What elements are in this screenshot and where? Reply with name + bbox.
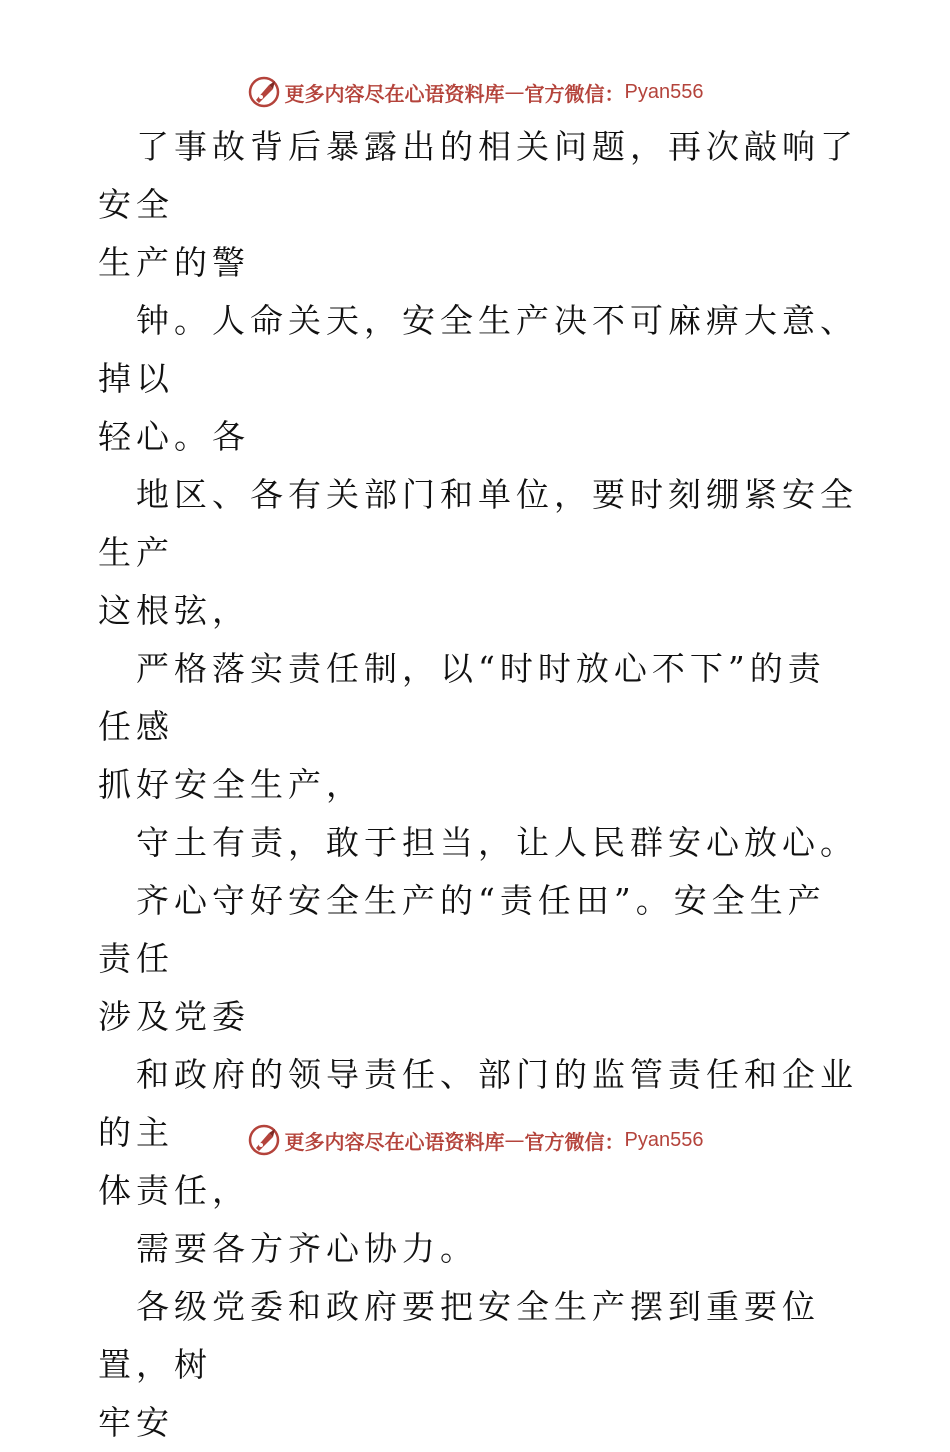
paragraph-line: 齐心守好安全生产的“责任田”。安全生产责任 [98, 881, 826, 978]
paragraph-line: 需要各方齐心协力。 [136, 1229, 478, 1268]
paragraph [98, 466, 858, 640]
watermark-text: 更多内容尽在心语资料库 [284, 1129, 505, 1154]
header-watermark [0, 72, 950, 112]
paragraph [98, 640, 858, 814]
watermark-handle: Pyan556 [624, 80, 704, 103]
watermark-separator: — [504, 1128, 525, 1152]
watermark-separator: — [504, 80, 525, 104]
paragraph [98, 292, 858, 466]
paragraph-continuation: 这根弦， [98, 591, 250, 630]
watermark-label: 官方微信： [524, 1129, 625, 1154]
paragraph-line: 守土有责，敢于担当，让人民群安心放心。 [136, 823, 858, 862]
paragraph [98, 814, 858, 872]
paragraph-line: 严格落实责任制，以“时时放心不下”的责任感 [98, 649, 826, 746]
paragraph-continuation: 体责任， [98, 1171, 250, 1210]
paragraph-line: 钟。人命关天，安全生产决不可麻痹大意、掉以 [98, 301, 858, 398]
paragraph-continuation: 轻心。各 [98, 417, 250, 456]
pen-nib-logo-icon [247, 75, 281, 109]
paragraph-continuation: 涉及党委 [98, 997, 250, 1036]
watermark-handle: Pyan556 [624, 1128, 704, 1151]
paragraph-continuation: 生产的警 [98, 243, 250, 282]
watermark-label: 官方微信： [524, 81, 625, 106]
footer-watermark [0, 1120, 950, 1160]
paragraph [98, 118, 858, 292]
paragraph-continuation: 牢安 [98, 1403, 174, 1442]
paragraph [98, 872, 858, 1046]
paragraph-line: 各级党委和政府要把安全生产摆到重要位置，树 [98, 1287, 820, 1384]
paragraph [98, 1278, 858, 1452]
document-body [98, 118, 858, 1452]
watermark-text: 更多内容尽在心语资料库 [284, 81, 505, 106]
paragraph-line: 和政府的领导责任、部门的监管责任和企业的主 [98, 1055, 858, 1152]
paragraph [98, 1220, 858, 1278]
paragraph-line: 了事故背后暴露出的相关问题，再次敲响了安全 [98, 127, 858, 224]
paragraph-line: 地区、各有关部门和单位，要时刻绷紧安全生产 [98, 475, 858, 572]
paragraph-continuation: 抓好安全生产， [98, 765, 364, 804]
pen-nib-logo-icon [247, 1123, 281, 1157]
